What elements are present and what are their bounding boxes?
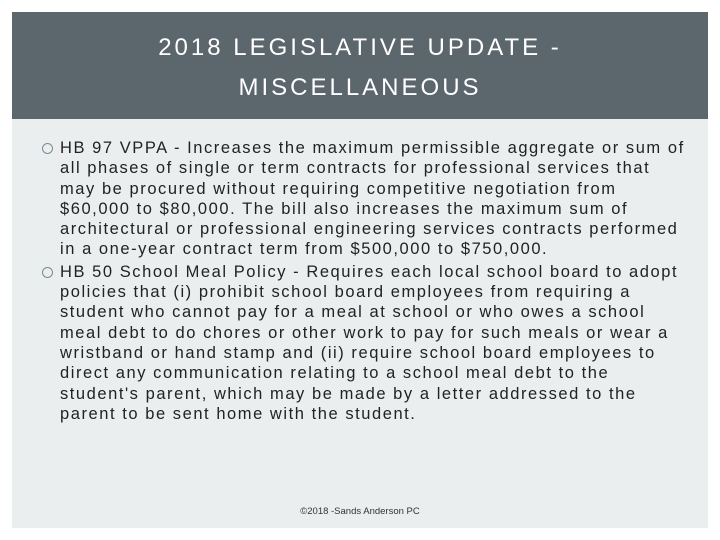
title-line-2: MISCELLANEOUS	[238, 74, 482, 101]
slide-title	[12, 28, 708, 108]
hollow-circle-bullet-icon	[42, 267, 53, 278]
title-line-1: 2018 LEGISLATIVE UPDATE -	[158, 34, 562, 61]
bullet-list	[42, 138, 690, 426]
hollow-circle-bullet-icon	[42, 143, 53, 154]
bullet-text: HB 97 VPPA - Increases the maximum permissible aggregate or sum of all phases of single or term contracts for professional services that may be procured without requiring competitive negotiation from $60,000 to $80,000. The bill also increases the maximum sum of architectural or professional engineering services contracts performed in a one-year contract term from $500,000 to $750,000.	[60, 139, 685, 259]
footer-copyright: ©2018 -Sands Anderson PC	[300, 506, 420, 517]
bullet-item	[42, 138, 690, 260]
bullet-text: HB 50 School Meal Policy - Requires each local school board to adopt policies that (i) prohibit school board employees from requiring a student who cannot pay for a meal at school or who owes a school meal debt to do chores or other work to pay for such meals or wear a wristband or hand stamp and (ii) require school board employees to direct any communication relating to a school meal debt to the student's parent, which may be made by a letter addressed to the parent to be sent home with the student.	[60, 262, 679, 423]
bullet-item	[42, 262, 690, 424]
